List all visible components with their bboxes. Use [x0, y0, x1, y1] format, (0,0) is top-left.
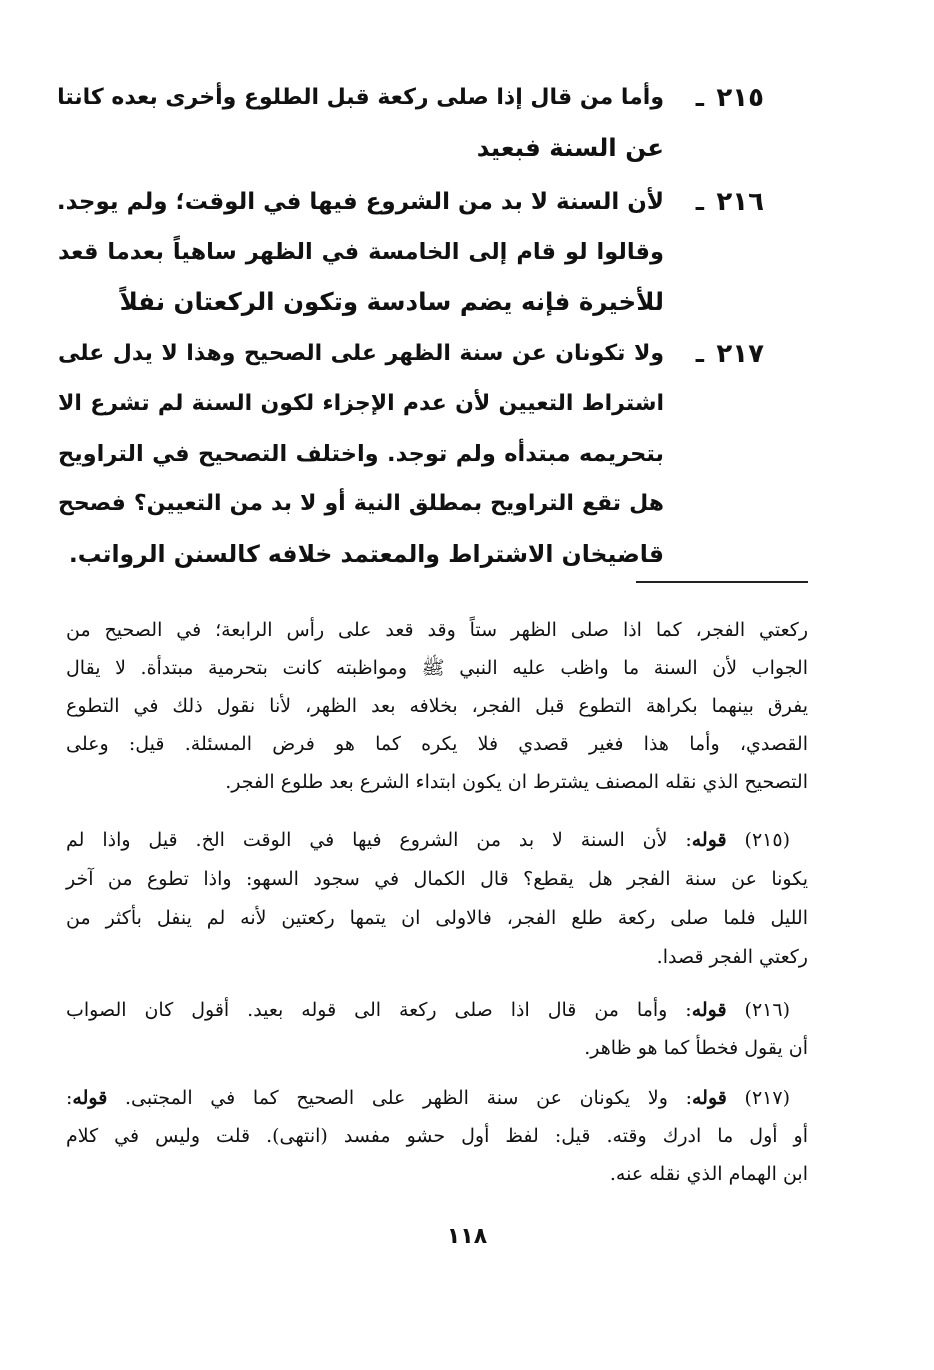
footnote-line: التصحيح الذي نقله المصنف يشترط ان يكون ابتداء الشرع بعد طلوع الفجر. — [225, 771, 808, 793]
footnote-215 — [66, 822, 808, 976]
page-number: ١١٨ — [446, 1224, 488, 1249]
footnote-line: ركعتي الفجر، كما اذا صلى الظهر ستاً وقد قعد على رأس الرابعة؛ في الصحيح من — [66, 619, 808, 641]
footnote-line: الليل فلما صلى ركعة طلع الفجر، فالاولى ان يتمها ركعتين لأنه لم ينفل بأكثر من — [66, 907, 808, 929]
footnote-ref: (٢١٦) — [744, 999, 790, 1021]
footnote-keyword: قوله — [691, 829, 727, 851]
footnote-line — [66, 1080, 790, 1117]
footnote-keyword: قوله — [691, 999, 727, 1021]
entry-line: وقالوا لو قام إلى الخامسة في الظهر ساهياً بعدما قعد — [58, 239, 664, 265]
footnote-line: ركعتي الفجر قصدا. — [656, 946, 808, 968]
entry-dash: ـ — [695, 340, 704, 368]
footnote-line: يفرق بينهما بكراهة التطوع قبل الفجر، بخلافه بعد الظهر، لأنا نقول ذلك في التطوع — [66, 695, 808, 717]
footnote-line: أو أول ما ادرك وقته. قيل: لفظ أول حشو مفسد (انتهى). قلت وليس في كلام — [66, 1125, 808, 1147]
footnote-line: يكونا عن سنة الفجر هل يقطع؟ قال الكمال في سجود السهو: واذا تطوع من آخر — [66, 868, 808, 890]
footnote-216 — [66, 992, 808, 1068]
entry-dash: ـ — [695, 84, 704, 112]
footnote-text: : لأن السنة لا بد من الشروع فيها في الوقت الخ. قيل واذا لم — [66, 829, 692, 851]
entry-line: للأخيرة فإنه يضم سادسة وتكون الركعتان نفلاً — [119, 287, 664, 316]
footnote-line — [66, 822, 790, 859]
footnote-continuation — [66, 612, 808, 802]
footnote-text: : ولا يكونان عن سنة الظهر على الصحيح كما في المجتبى. — [124, 1087, 692, 1109]
entry-216 — [58, 178, 764, 328]
footnote-line: أن يقول فخطأ كما هو ظاهر. — [584, 1037, 808, 1059]
footnote-217 — [66, 1080, 808, 1194]
footnote-ref: (٢١٧) — [744, 1087, 791, 1109]
entry-number: ٢١٥ — [716, 83, 764, 113]
entry-215 — [58, 74, 764, 170]
entry-line: بتحريمه مبتدأه ولم توجد. واختلف التصحيح في التراويح — [58, 441, 664, 467]
footnote-keyword: قوله — [691, 1087, 727, 1109]
entry-line: لأن السنة لا بد من الشروع فيها في الوقت؛ ولم يوجد. — [56, 189, 664, 215]
footnote-text: : وأما من قال اذا صلى ركعة الى قوله بعيد. أقول كان الصواب — [66, 999, 692, 1021]
entry-line: اشتراط التعيين لأن عدم الإجزاء لكون السنة لم تشرع الا — [58, 391, 664, 416]
footnote-line — [66, 992, 790, 1029]
entry-217 — [58, 330, 764, 580]
entry-dash: ـ — [695, 188, 704, 216]
footnote-line: ابن الهمام الذي نقله عنه. — [609, 1163, 808, 1185]
footnote-keyword: قوله — [72, 1087, 108, 1109]
footnote-ref: (٢١٥) — [744, 829, 790, 851]
entry-number: ٢١٧ — [716, 339, 764, 369]
entry-line: وأما من قال إذا صلى ركعة قبل الطلوع وأخرى بعده كانتا — [57, 85, 664, 110]
entry-line: ولا تكونان عن سنة الظهر على الصحيح وهذا لا يدل على — [58, 341, 664, 366]
entry-number: ٢١٦ — [716, 187, 764, 217]
entry-line: هل تقع التراويح بمطلق النية أو لا بد من التعيين؟ فصحح — [58, 491, 664, 516]
footnote-separator — [636, 581, 808, 583]
entry-line: قاضيخان الاشتراط والمعتمد خلافه كالسنن الرواتب. — [68, 540, 664, 568]
entry-line: عن السنة فبعيد — [476, 133, 664, 162]
footnote-line: الجواب لأن السنة ما واظب عليه النبي ﷺ ومواظبته كانت بتحرمية مبتدأة. لا يقال — [66, 657, 808, 679]
footnote-line: القصدي، وأما هذا فغير قصدي فلا يكره كما هو فرض المسئلة. قيل: وعلى — [66, 733, 808, 755]
footnote-text: : — [66, 1087, 73, 1109]
